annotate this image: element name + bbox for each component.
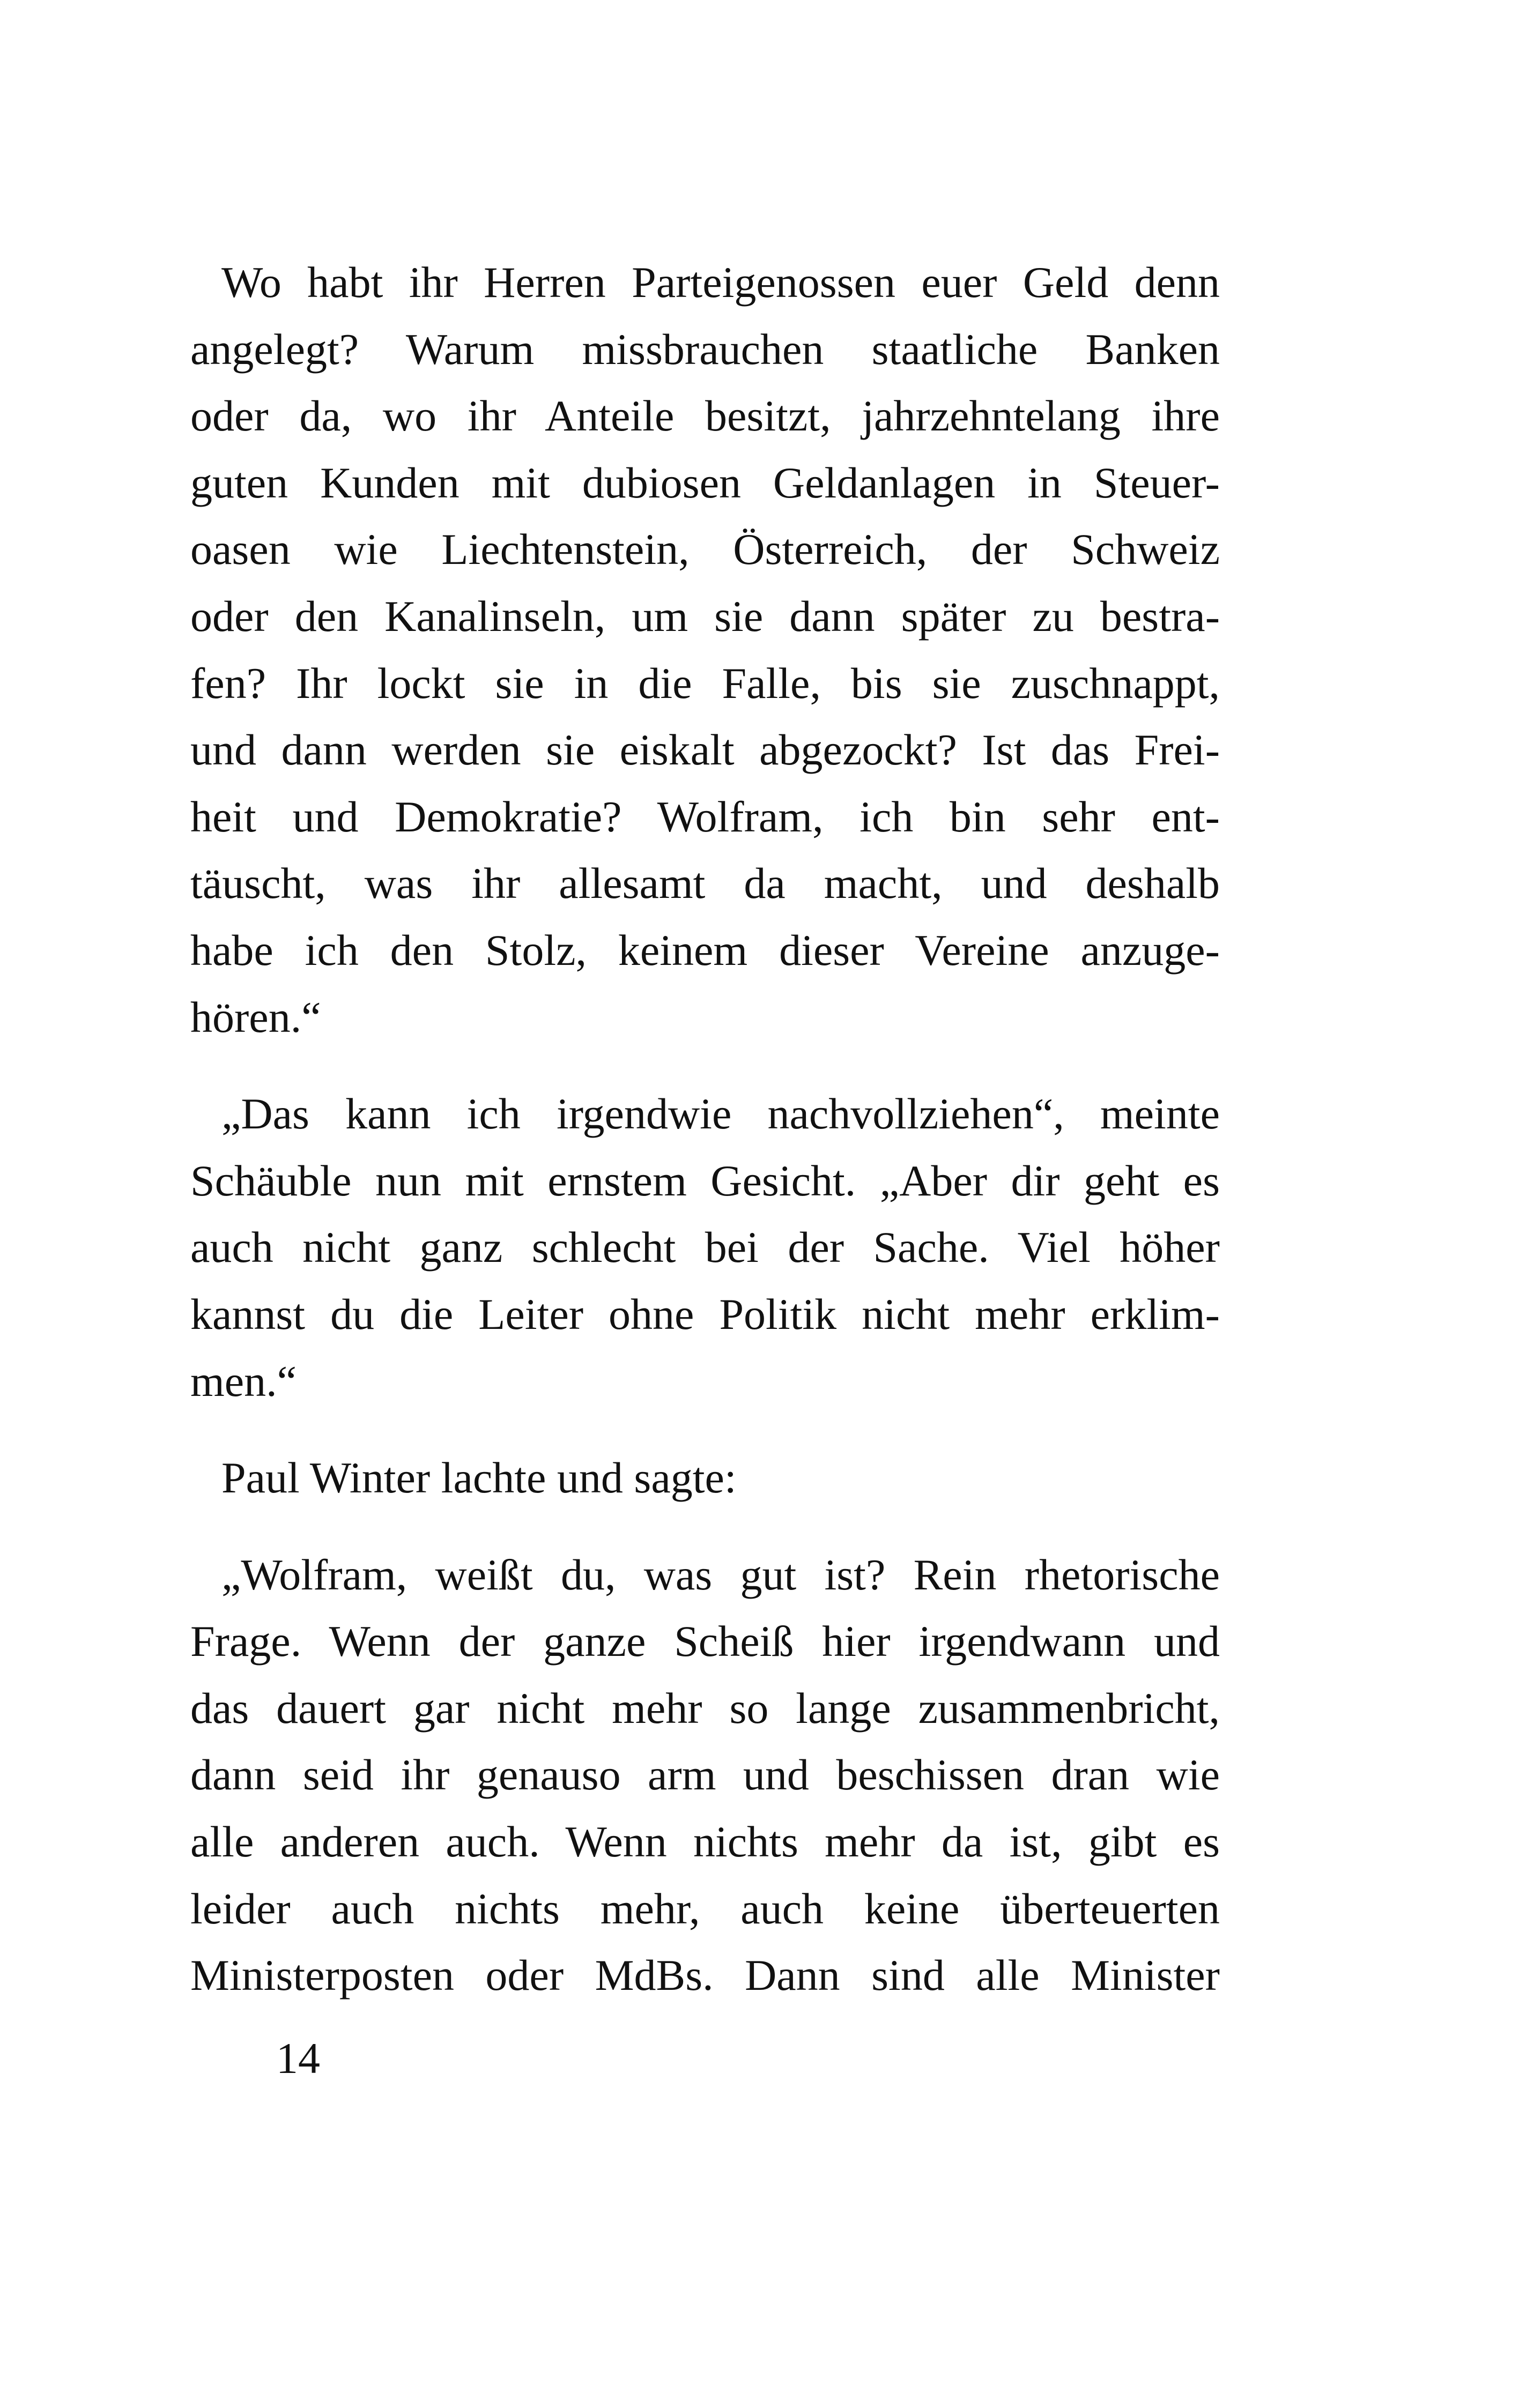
text-line: „Das kann ich irgendwie nachvollziehen“, meinte xyxy=(221,1089,1220,1139)
paragraph-gap xyxy=(190,1051,1220,1081)
text-line: oder den Kanalinseln, um sie dann später zu bestra- xyxy=(190,591,1220,641)
text-line: auch nicht ganz schlecht bei der Sache. Viel höher xyxy=(190,1223,1220,1272)
paragraph xyxy=(190,1445,1220,1512)
text-line: Schäuble nun mit ernstem Gesicht. „Aber dir geht es xyxy=(190,1156,1220,1205)
paragraph xyxy=(190,1542,1220,2009)
text-line: oder da, wo ihr Anteile besitzt, jahrzehntelang ihre xyxy=(190,391,1220,441)
text-line: Wo habt ihr Herren Parteigenossen euer Geld denn xyxy=(221,258,1220,307)
paragraph-gap xyxy=(190,1415,1220,1445)
text-line: Frage. Wenn der ganze Scheiß hier irgendwann und xyxy=(190,1617,1220,1666)
text-line: und dann werden sie eiskalt abgezockt? Ist das Frei- xyxy=(190,725,1220,775)
text-line: dann seid ihr genauso arm und beschissen dran wie xyxy=(190,1750,1220,1800)
text-line: kannst du die Leiter ohne Politik nicht mehr erklim- xyxy=(190,1289,1220,1339)
text-line: täuscht, was ihr allesamt da macht, und deshalb xyxy=(190,859,1220,908)
paragraph xyxy=(190,249,1220,1051)
paragraph-gap xyxy=(190,1512,1220,1542)
text-line: men.“ xyxy=(190,1356,297,1406)
text-line: alle anderen auch. Wenn nichts mehr da ist, gibt es xyxy=(190,1817,1220,1867)
page-number: 14 xyxy=(276,2034,320,2083)
text-line: leider auch nichts mehr, auch keine überteuerten xyxy=(190,1884,1220,1933)
text-line: heit und Demokratie? Wolfram, ich bin sehr ent- xyxy=(190,792,1220,841)
text-line: oasen wie Liechtenstein, Österreich, der Schweiz xyxy=(190,525,1220,574)
text-line: das dauert gar nicht mehr so lange zusammenbricht, xyxy=(190,1683,1220,1733)
text-line: Ministerposten oder MdBs. Dann sind alle Minister xyxy=(190,1951,1220,2000)
text-line: Paul Winter lachte und sagte: xyxy=(221,1453,737,1503)
text-line: „Wolfram, weißt du, was gut ist? Rein rhetorische xyxy=(221,1550,1220,1599)
text-line: guten Kunden mit dubiosen Geldanlagen in Steuer- xyxy=(190,458,1220,507)
text-line: angelegt? Warum missbrauchen staatliche Banken xyxy=(190,324,1220,374)
text-line: hören.“ xyxy=(190,992,321,1042)
text-line: fen? Ihr lockt sie in die Falle, bis sie zuschnappt, xyxy=(190,658,1220,708)
body-text xyxy=(190,249,1220,2009)
text-line: habe ich den Stolz, keinem dieser Vereine anzuge- xyxy=(190,925,1220,975)
paragraph xyxy=(190,1081,1220,1415)
